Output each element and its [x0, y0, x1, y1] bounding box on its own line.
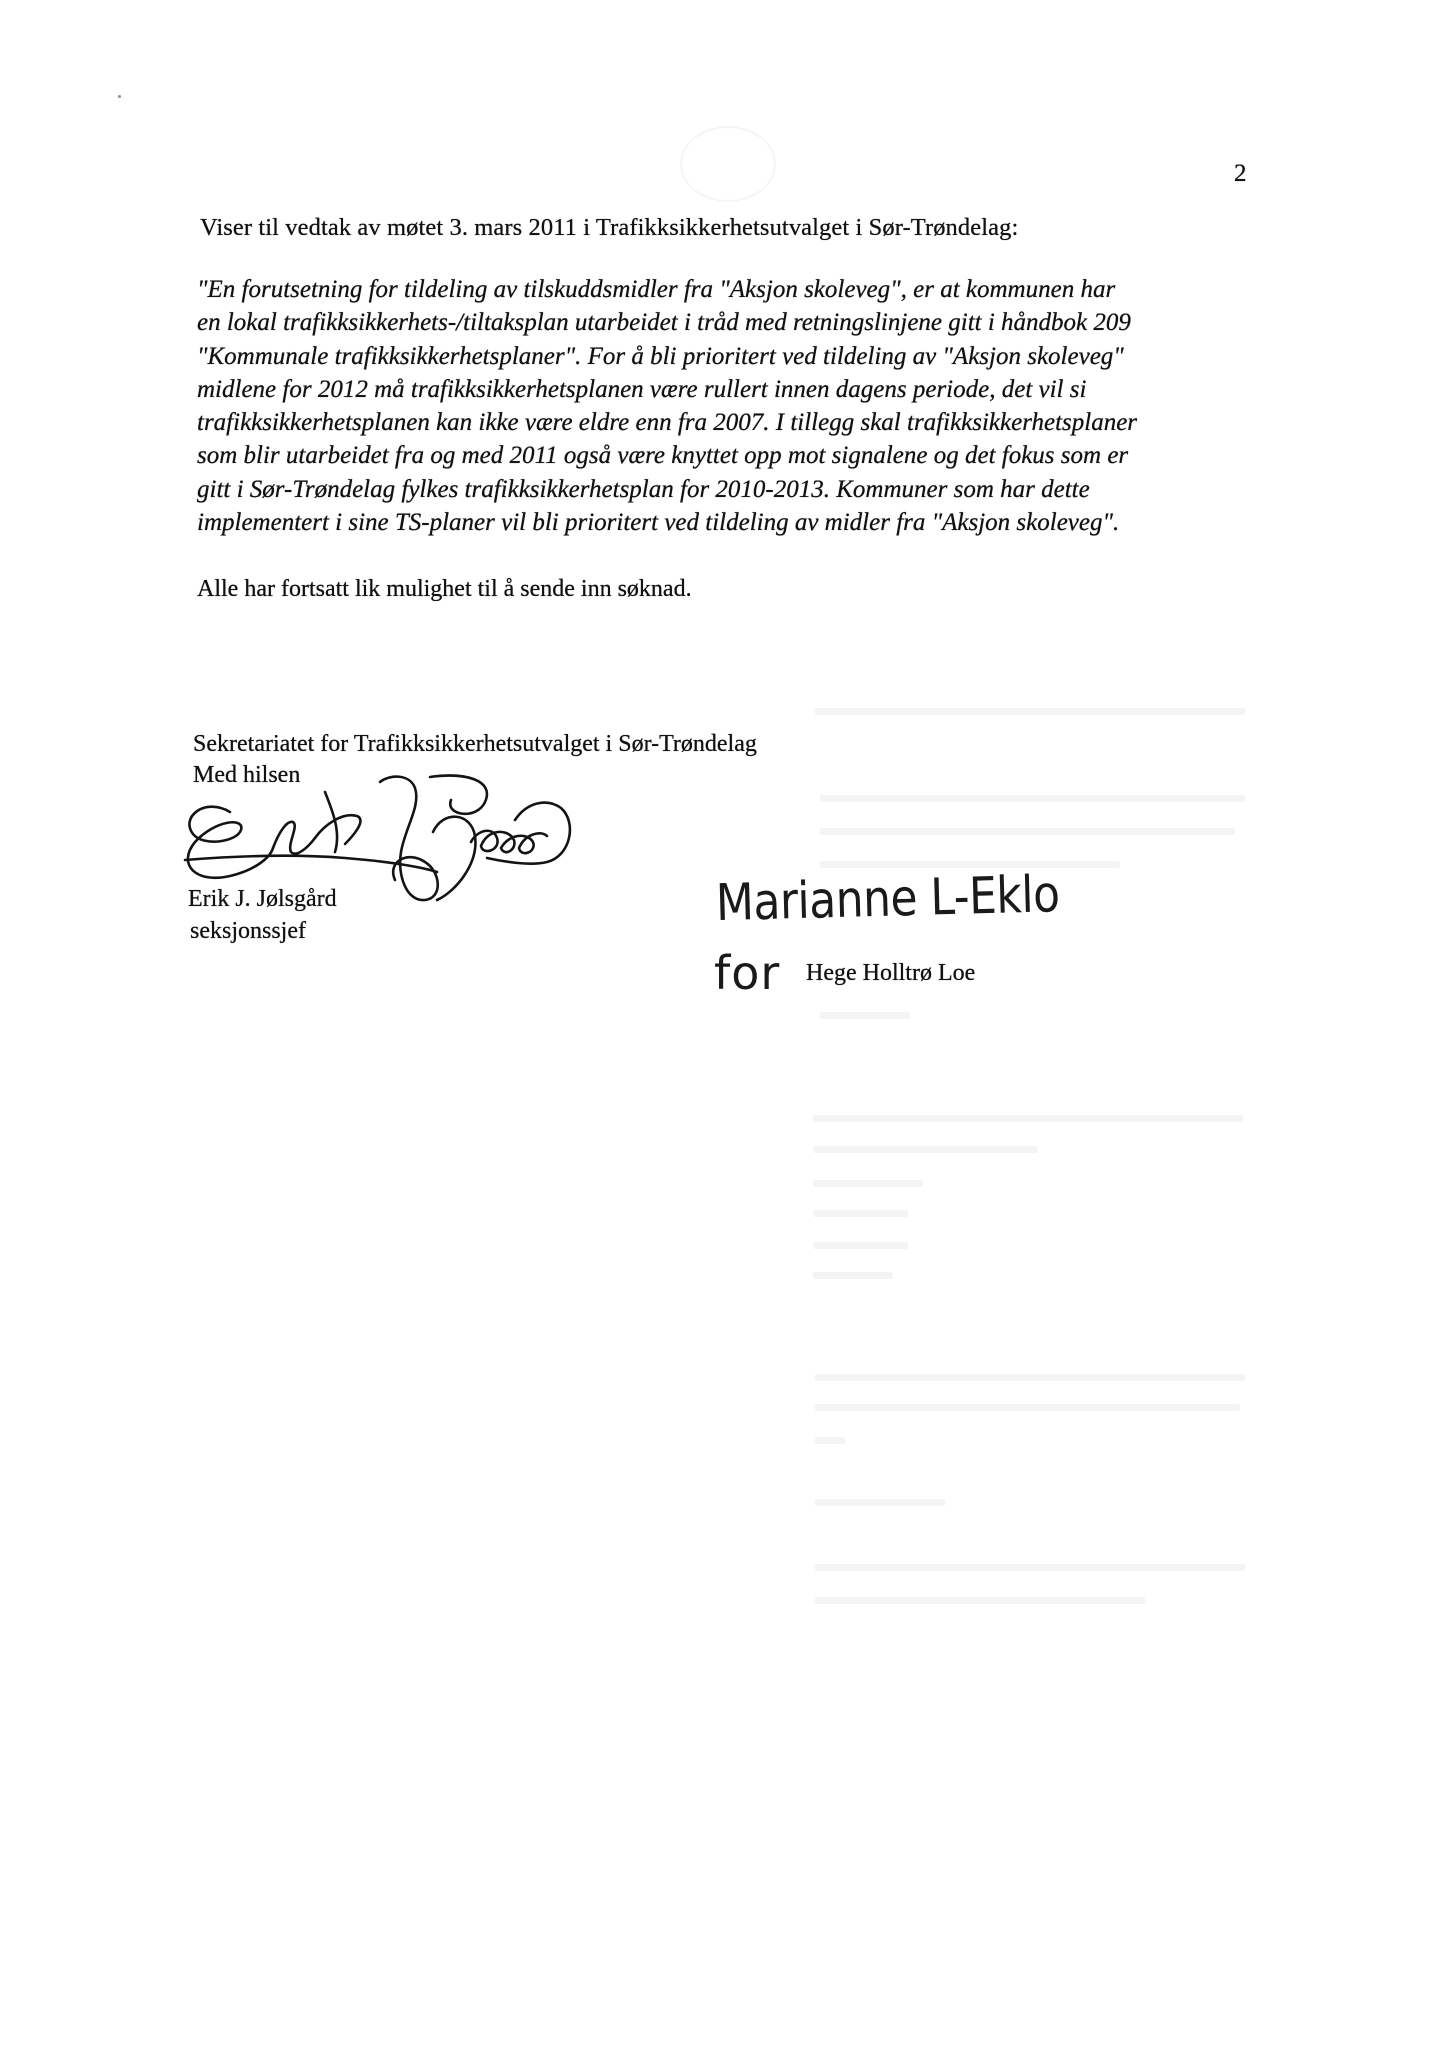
bleed-through-text — [820, 828, 1235, 835]
bleed-through-text — [813, 1146, 1038, 1153]
closing-text: Alle har fortsatt lik mulighet til å sende inn søknad. — [197, 576, 692, 602]
bleed-through-text — [813, 1115, 1243, 1122]
bleed-through-text — [815, 1564, 1245, 1571]
quote-line: "Kommunale trafikksikkerhetsplaner". For å bli prioritert ved tildeling av "Aksjon skoleveg" — [197, 342, 1124, 370]
scan-speck — [118, 95, 121, 98]
bleed-through-text — [815, 1597, 1145, 1604]
bleed-through-text — [815, 1374, 1245, 1381]
sender-line: Sekretariatet for Trafikksikkerhetsutvalget i Sør-Trøndelag — [193, 731, 757, 757]
page-number: 2 — [1234, 160, 1247, 187]
bleed-through-text — [815, 1404, 1240, 1411]
handwritten-signature-co-signer: Marianne L-Eklo — [715, 865, 1061, 933]
quote-line: trafikksikkerhetsplanen kan ikke være eldre enn fra 2007. I tillegg skal trafikksikkerhetsplaner — [197, 409, 1138, 437]
quote-line: som blir utarbeidet fra og med 2011 også være knyttet opp mot signalene og det fokus som er — [197, 442, 1129, 470]
signatory-name: Erik J. Jølsgård — [188, 886, 337, 912]
signatory-title: seksjonssjef — [190, 918, 306, 944]
bleed-through-text — [813, 1272, 893, 1279]
co-signatory-name: Hege Holltrø Loe — [806, 960, 976, 986]
intro-text: Viser til vedtak av møtet 3. mars 2011 i Trafikksikkerhetsutvalget i Sør-Trøndelag: — [200, 214, 1019, 241]
bleed-through-text — [815, 1499, 945, 1506]
quote-line: en lokal trafikksikkerhets-/tiltaksplan utarbeidet i tråd med retningslinjene gitt i håndbok 209 — [197, 309, 1131, 337]
bleed-through-text — [820, 795, 1245, 802]
bleed-through-text — [813, 1180, 923, 1187]
bleed-through-text — [813, 1210, 908, 1217]
quote-line: midlene for 2012 må trafikksikkerhetsplanen være rullert innen dagens periode, det vil si — [197, 375, 1087, 403]
quoted-resolution — [197, 273, 1137, 539]
bleed-through-stamp — [680, 126, 776, 202]
handwritten-for: for — [714, 946, 781, 1000]
bleed-through-text — [813, 1242, 908, 1249]
bleed-through-text — [815, 708, 1245, 715]
quote-line: implementert i sine TS-planer vil bli prioritert ved tildeling av midler fra "Aksjon skoleveg". — [197, 509, 1120, 537]
quote-line: "En forutsetning for tildeling av tilskuddsmidler fra "Aksjon skoleveg", er at kommunen har — [197, 276, 1116, 303]
greeting-text: Med hilsen — [193, 762, 301, 788]
quote-line: gitt i Sør-Trøndelag fylkes trafikksikkerhetsplan for 2010-2013. Kommuner som har dette — [197, 475, 1090, 503]
bleed-through-text — [820, 1012, 910, 1019]
handwritten-signature — [175, 772, 585, 927]
bleed-through-text — [815, 1437, 845, 1444]
